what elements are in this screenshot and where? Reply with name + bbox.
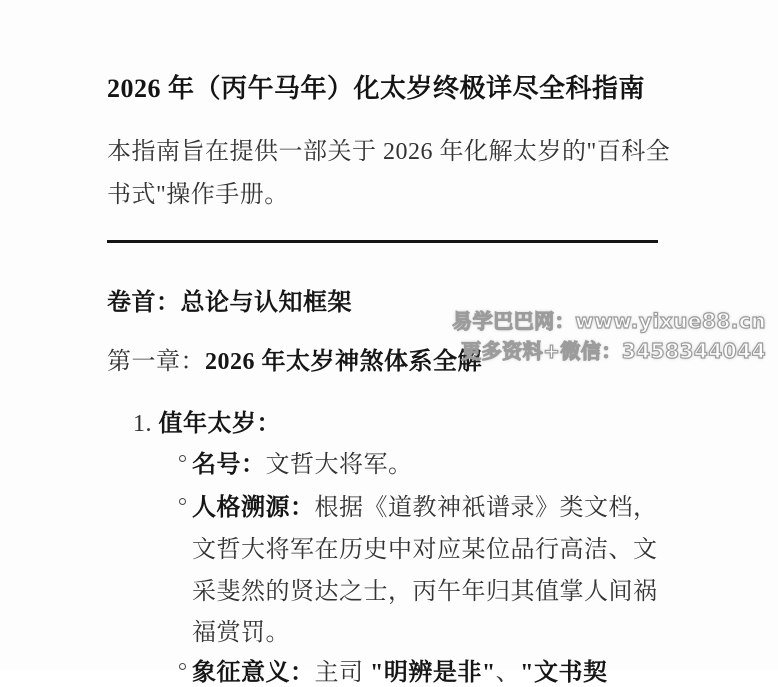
section-heading: 卷首：总论与认知框架 [107, 290, 352, 316]
bullet-label: 人格溯源： [192, 495, 315, 521]
bullet-item-origin-line-2: 文哲大将军在历史中对应某位品行高洁、文 [192, 537, 658, 563]
watermark-site-line: 易学巴巴网：www.yixue88.cn [452, 309, 766, 333]
bullet-value: 文哲大将军。 [265, 452, 413, 478]
list-item-label: 值年太岁： [158, 411, 281, 437]
document-title: 2026 年（丙午马年）化太岁终极详尽全科指南 [107, 74, 646, 103]
chapter-prefix: 第一章： [107, 349, 205, 375]
bullet-item-origin-line-1 [192, 487, 658, 522]
circle-bullet-icon [179, 455, 186, 462]
intro-paragraph-line-1: 本指南旨在提供一部关于 2026 年化解太岁的"百科全 [107, 139, 671, 165]
bullet-label: 名号： [192, 452, 266, 478]
intro-paragraph-line-2: 书式"操作手册。 [107, 182, 289, 208]
watermark-contact-line: 更多资料+微信：3458344044 [461, 339, 766, 363]
quoted-phrase: "文书契 [520, 660, 608, 686]
bullet-label: 象征意义： [192, 660, 315, 686]
bullet-value: 根据《道教神祇谱录》类文档， [314, 495, 658, 521]
bullet-item-name [192, 444, 413, 479]
horizontal-divider [107, 240, 658, 243]
numbered-list-item [133, 403, 281, 438]
bullet-item-origin-line-3: 采斐然的贤达之士，丙午年归其值掌人间祸 [192, 579, 658, 605]
quoted-phrase: "明辨是非" [370, 660, 496, 686]
watermark [452, 306, 766, 366]
separator: 、 [495, 660, 521, 686]
circle-bullet-icon [179, 498, 186, 505]
circle-bullet-icon [179, 663, 186, 670]
chapter-heading [107, 341, 482, 376]
bullet-item-origin-line-4: 福赏罚。 [192, 620, 290, 646]
list-item-number: 1. [133, 411, 159, 437]
bullet-value: 主司 [314, 660, 370, 686]
chapter-title: 2026 年太岁神煞体系全解 [205, 349, 482, 375]
bullet-item-symbolism [192, 652, 607, 687]
